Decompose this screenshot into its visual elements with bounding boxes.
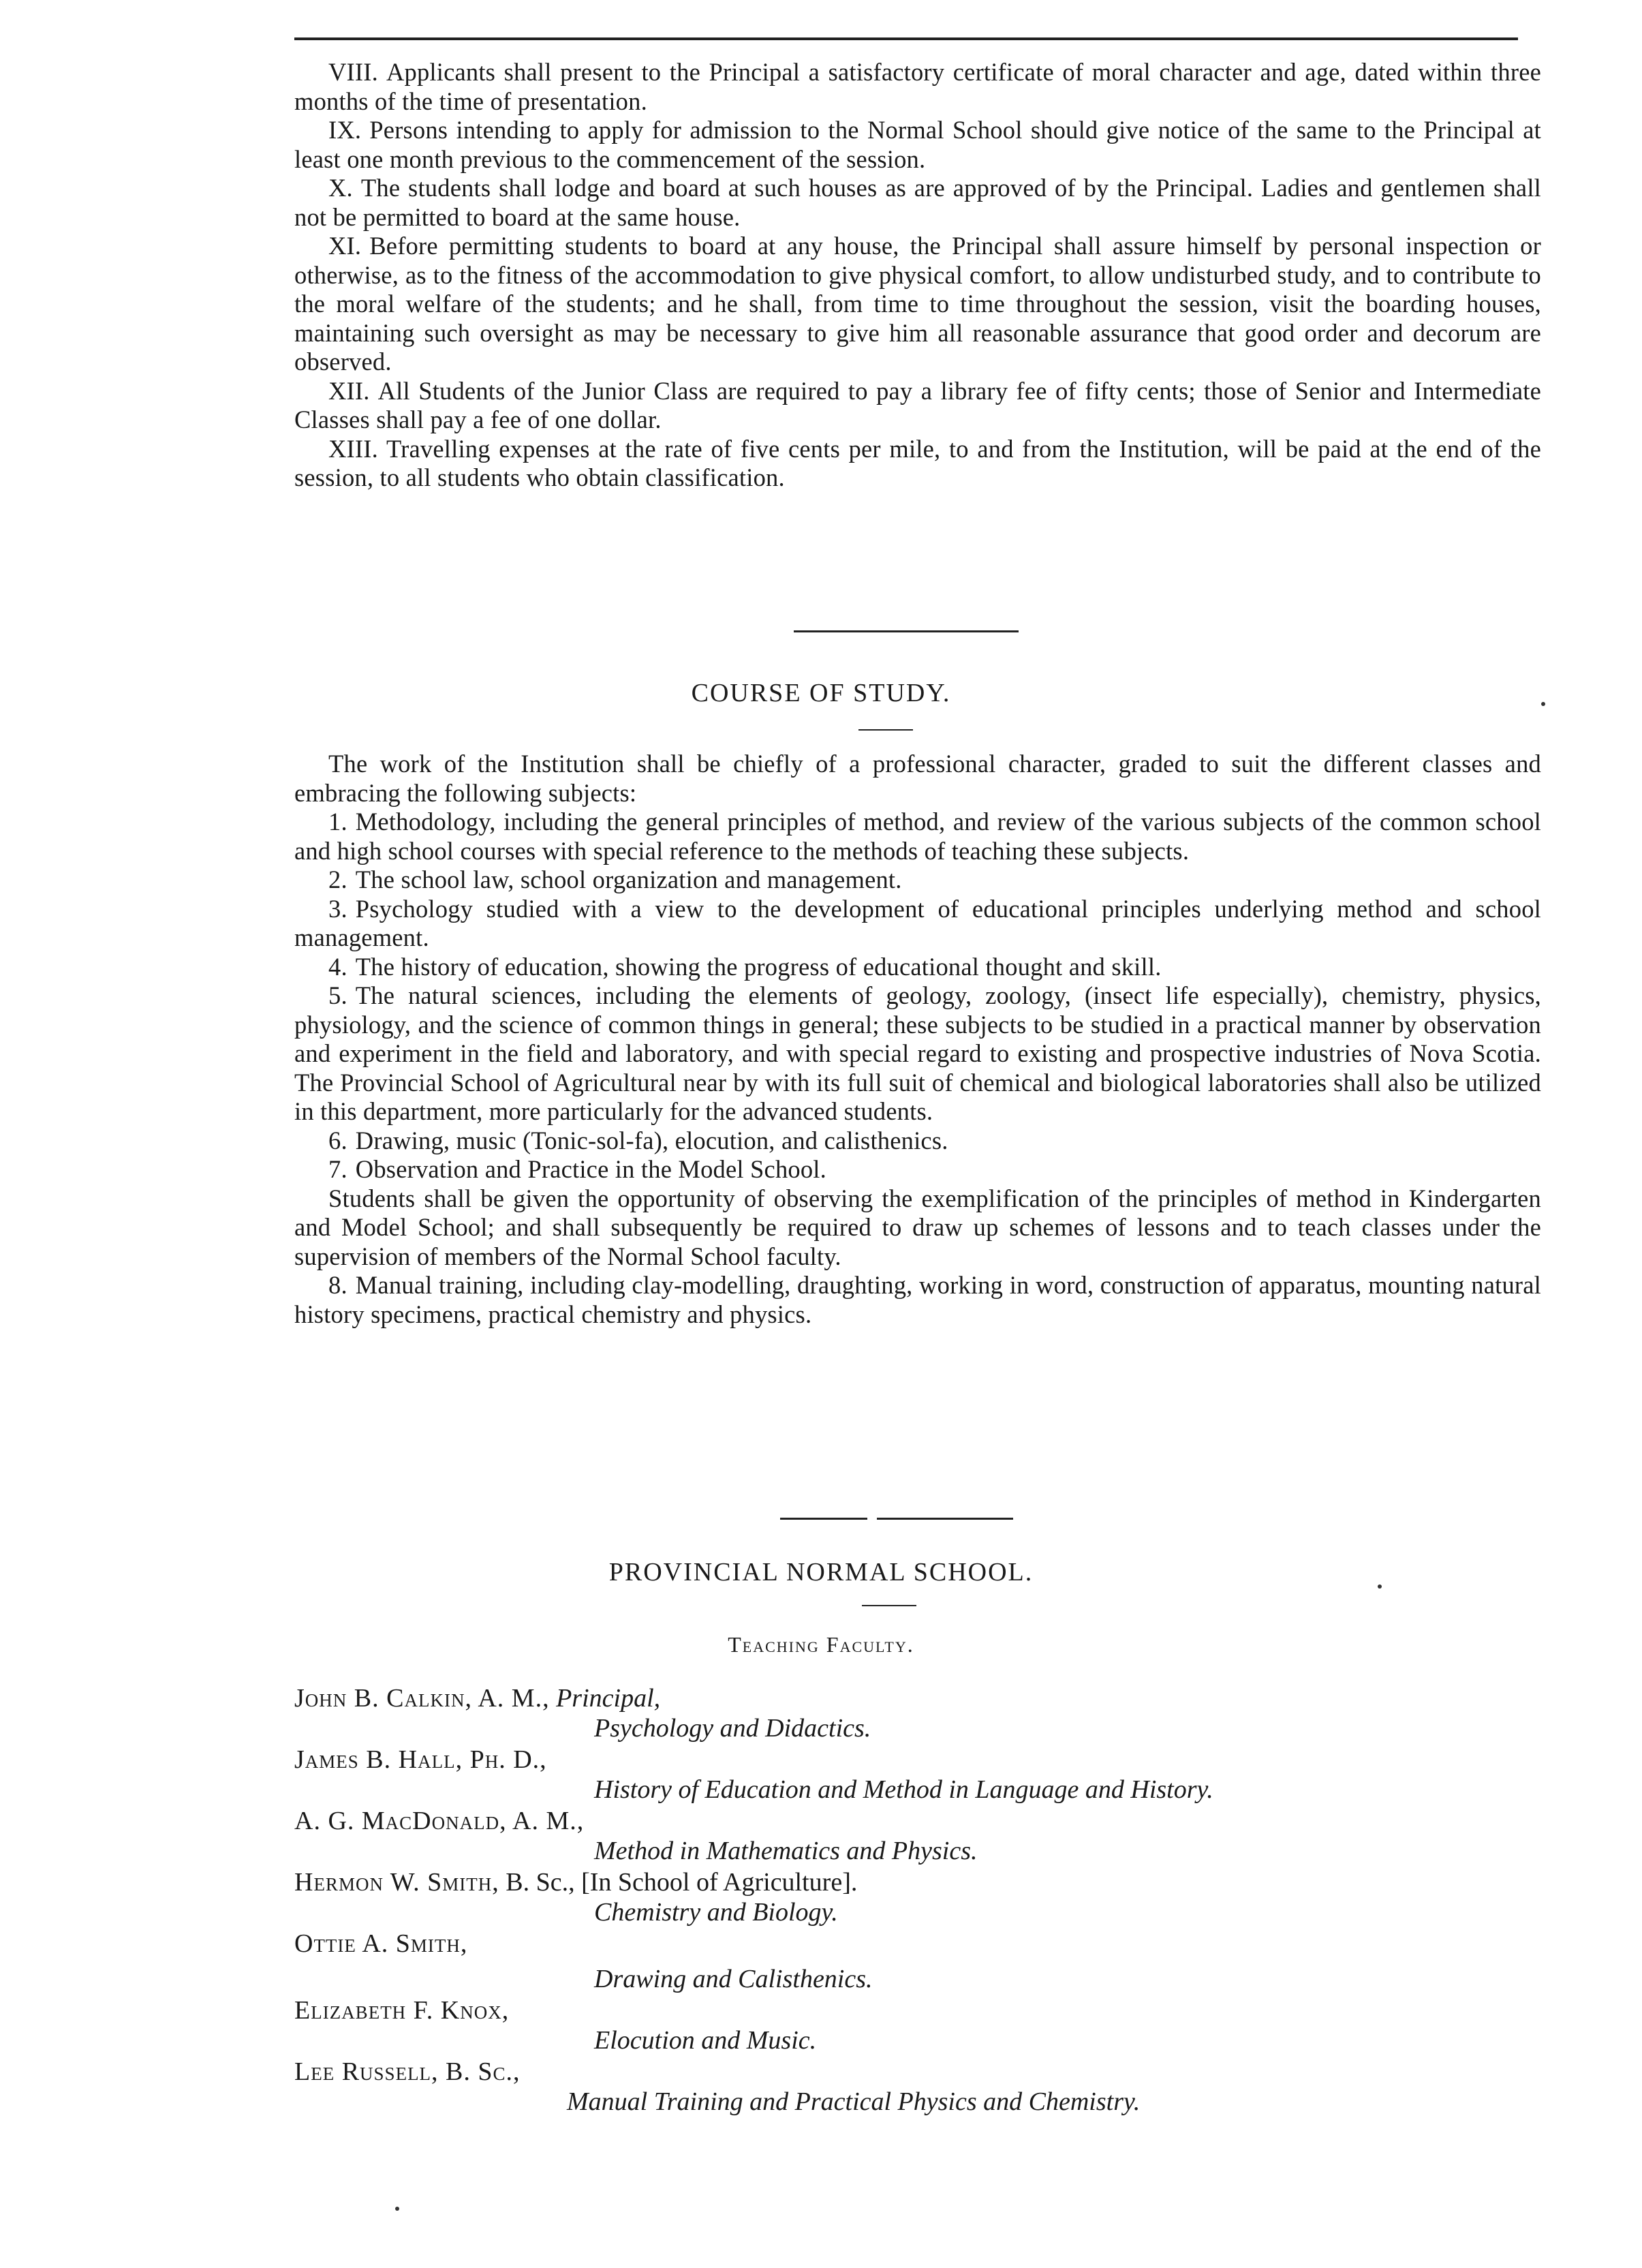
ink-speck: [1378, 1584, 1382, 1589]
practice-note: Students shall be given the opportunity of observing the exemplification of the principles of method in Kindergarten and Model School; and shall subsequently be required to draw up schemes of lessons and to teach classes under the supervision of members of the Normal School faculty.: [294, 1184, 1541, 1270]
section-divider: [794, 630, 1019, 632]
course-item: 5. The natural sciences, including the elements of geology, zoology, (insect life especially), chemistry, physics, physiology, and the science of common things in general; these subjects to be studied in a practical manner by observation and experiment in the field and laboratory, and with special regard to existing and prospective industries of Nova Scotia. The Provincial School of Agricultural near by with its full suit of chemical and biological laboratories shall also be utilized in this department, more particularly for the advanced students.: [294, 981, 1541, 1125]
course-item: 4. The history of education, showing the progress of educational thought and skill.: [328, 952, 1162, 981]
faculty-subheading: Teaching Faculty.: [728, 1632, 914, 1657]
regulation-item: VIII. Applicants shall present to the Principal a satisfactory certificate of moral character and age, dated within three months of the time of presentation.: [294, 58, 1541, 115]
regulation-item: X. The students shall lodge and board at such houses as are approved of by the Principal. Ladies and gentlemen shall not be permitted to board at the same house.: [294, 174, 1541, 231]
course-intro: The work of the Institution shall be chiefly of a professional character, graded to suit the different classes and embracing the following subjects:: [294, 750, 1541, 807]
regulation-item: IX. Persons intending to apply for admission to the Normal School should give notice of the same to the Principal at least one month previous to the commencement of the session.: [294, 116, 1541, 173]
course-item: 8. Manual training, including clay-modelling, draughting, working in word, construction of apparatus, mounting natural history specimens, practical chemistry and physics.: [294, 1271, 1541, 1328]
course-item: 1. Methodology, including the general principles of method, and review of the various subjects of the common school and high school courses with special reference to the methods of teaching these subjects.: [294, 808, 1541, 865]
course-item: 6. Drawing, music (Tonic-sol-fa), elocution, and calisthenics.: [328, 1126, 948, 1154]
course-heading: COURSE OF STUDY.: [691, 679, 951, 707]
faculty-member: James B. Hall, Ph. D., History of Education and Method in Language and History.: [294, 1745, 1213, 1804]
school-heading: PROVINCIAL NORMAL SCHOOL.: [608, 1558, 1034, 1587]
faculty-member: John B. Calkin, A. M., Principal, Psychology and Didactics.: [294, 1684, 871, 1743]
faculty-member: Ottie A. Smith, Drawing and Calisthenics.: [294, 1929, 873, 1993]
regulations-section: [294, 58, 1541, 493]
course-section: [294, 750, 1541, 1329]
faculty-list: [294, 1683, 1541, 2118]
regulation-item: XIII. Travelling expenses at the rate of five cents per mile, to and from the Institution, will be paid at the end of the session, to all students who obtain classification.: [294, 434, 1541, 491]
faculty-member: Hermon W. Smith, B. Sc., [In School of Agriculture]. Chemistry and Biology.: [294, 1868, 858, 1927]
course-item: 2. The school law, school organization and management.: [328, 865, 902, 893]
section-divider: [877, 1518, 1013, 1520]
section-divider: [780, 1518, 867, 1520]
regulation-item: XI. Before permitting students to board at any house, the Principal shall assure himself by personal inspection or otherwise, as to the fitness of the accommodation to give physical comfort, to allow undisturbed study, and to contribute to the moral welfare of the students; and he shall, from time to time throughout the session, visit the boarding houses, maintaining such oversight as may be necessary to give him all reasonable assurance that good order and decorum are observed.: [294, 232, 1541, 376]
faculty-member: Elizabeth F. Knox, Elocution and Music.: [294, 1996, 817, 2055]
faculty-member: Lee Russell, B. Sc., Manual Training and Practical Physics and Chemistry.: [294, 2057, 1141, 2116]
regulation-item: XII. All Students of the Junior Class are required to pay a library fee of fifty cents; those of Senior and Intermediate Classes shall pay a fee of one dollar.: [294, 376, 1541, 433]
faculty-member: A. G. MacDonald, A. M., Method in Mathematics and Physics.: [294, 1807, 978, 1865]
heading-underline: [858, 729, 913, 731]
top-rule: [294, 37, 1518, 40]
course-item: 7. Observation and Practice in the Model School.: [328, 1155, 826, 1183]
ink-speck: [395, 2207, 399, 2211]
course-item: 3. Psychology studied with a view to the development of educational principles underlying method and school management.: [294, 894, 1541, 951]
ink-speck: [1541, 702, 1545, 706]
heading-underline: [862, 1605, 916, 1606]
